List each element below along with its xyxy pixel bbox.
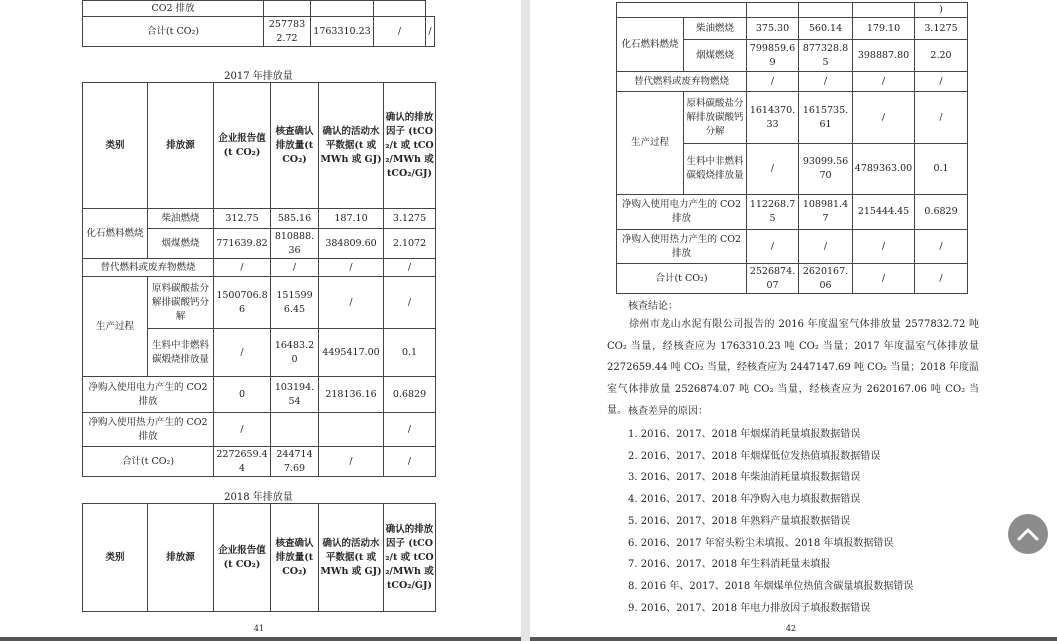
table-cell: / <box>214 413 271 447</box>
table-cell: 384809.60 <box>319 229 384 259</box>
table-cell: / <box>319 447 384 477</box>
table-cell: / <box>853 72 915 92</box>
list-item: 5. 2016、2017、2018 年熟料产量填报数据错误 <box>628 515 851 527</box>
page-number: 42 <box>785 624 797 633</box>
table-cell <box>853 3 915 18</box>
header-cell: 企业报告值(t CO₂) <box>214 83 271 209</box>
table-cell: 3.1275 <box>384 209 436 229</box>
page-bottom-edge <box>0 637 521 641</box>
header-cell: 企业报告值(t CO₂) <box>214 504 271 612</box>
table-cell: 103194.54 <box>271 377 319 413</box>
table-cell: / <box>915 92 968 144</box>
reasons-list <box>628 424 913 619</box>
table-cell: / <box>915 72 968 92</box>
table-cell: 0.6829 <box>384 377 436 413</box>
table-cell: / <box>853 92 915 144</box>
table-2016-tail <box>82 0 435 47</box>
list-item: 1. 2016、2017、2018 年烟煤消耗量填报数据错误 <box>628 429 861 440</box>
table-cell: 93099.5670 <box>799 144 853 195</box>
table-2018 <box>616 2 968 294</box>
table-cell: 生产过程 <box>83 277 148 377</box>
table-cell: / <box>426 17 435 47</box>
table-cell: 生料中非燃料碳煅烧排放量 <box>684 144 747 195</box>
table-cell: 1614370.33 <box>747 92 799 144</box>
table-cell: 2272659.44 <box>214 447 271 477</box>
table-cell: 215444.45 <box>853 195 915 230</box>
table-cell: 1763310.23 <box>311 17 374 47</box>
list-item: 7. 2016、2017、2018 年生料消耗量未填报 <box>628 559 831 571</box>
table-cell: 108981.47 <box>799 195 853 230</box>
table-cell <box>264 1 311 17</box>
table-cell <box>799 3 853 18</box>
table-cell: 原料碳酸盐分解排碳酸钙分解 <box>148 277 214 329</box>
conclusion-title: 核查结论： <box>628 301 678 312</box>
header-cell: 排放源 <box>148 504 214 612</box>
table-cell: 218136.16 <box>319 377 384 413</box>
table-row <box>83 259 436 277</box>
table-cell: 柴油燃烧 <box>684 18 747 40</box>
table-cell: 替代燃料或废弃物燃烧 <box>617 72 747 92</box>
table-cell: 0 <box>214 377 271 413</box>
table-cell: 112268.75 <box>747 195 799 230</box>
table-cell: 3.1275 <box>915 18 968 40</box>
table-cell: ) <box>915 3 968 18</box>
table-header-row <box>83 83 436 209</box>
table-cell: 2.1072 <box>384 229 436 259</box>
table-row <box>617 3 968 18</box>
table-row <box>83 413 436 447</box>
table-cell: 2577832.72 <box>264 17 311 47</box>
list-item: 2. 2016、2017、2018 年烟煤低位发热值填报数据错误 <box>628 450 881 462</box>
table-cell: 179.10 <box>853 18 915 40</box>
table-row <box>83 1 435 17</box>
table-cell: / <box>271 259 319 277</box>
table-cell: / <box>214 259 271 277</box>
chevron-up-icon <box>1017 527 1039 541</box>
table-cell: 2447147.69 <box>271 447 319 477</box>
header-cell: 核查确认排放量(t CO₂) <box>271 83 319 209</box>
table-row <box>617 92 968 144</box>
table-cell: 合计(t CO₂) <box>83 447 214 477</box>
page-number: 41 <box>253 624 265 633</box>
reasons-title: 核查差异的原因： <box>628 406 708 417</box>
table-cell: 替代燃料或废弃物燃烧 <box>83 259 214 277</box>
table-cell <box>319 413 384 447</box>
table-cell: 16483.20 <box>271 329 319 377</box>
table-cell: 2620167.06 <box>799 264 853 294</box>
table-cell: 烟煤燃烧 <box>148 229 214 259</box>
table-2017 <box>82 82 436 477</box>
table-cell: 1515996.45 <box>271 277 319 329</box>
table-cell: 0.1 <box>384 329 436 377</box>
table-cell: 375.30 <box>747 18 799 40</box>
table-row <box>617 72 968 92</box>
table-cell: 187.10 <box>319 209 384 229</box>
table-cell: / <box>384 447 436 477</box>
table-row <box>617 18 968 40</box>
list-item: 6. 2016、2017 年窑头粉尘未填报、2018 年填报数据错误 <box>628 537 894 549</box>
table-row <box>83 377 436 413</box>
table-row <box>83 447 436 477</box>
header-cell: 确认的活动水平数据(t 或 MWh 或 GJ) <box>319 504 384 612</box>
table-cell: 净购入使用电力产生的 CO2 排放 <box>617 195 747 230</box>
table-cell: 398887.80 <box>853 40 915 72</box>
table-cell: / <box>374 17 426 47</box>
scroll-to-top-button[interactable] <box>1008 514 1048 554</box>
table-cell: / <box>915 230 968 264</box>
table-cell <box>747 3 799 18</box>
header-cell: 核查确认排放量(t CO₂) <box>271 504 319 612</box>
table-cell: 560.14 <box>799 18 853 40</box>
header-cell: 排放源 <box>148 83 214 209</box>
conclusion-paragraph: 徐州市龙山水泥有限公司报告的 2016 年度温室气体排放量 2577832.72 吨 CO₂ 当量，经核查应为 1763310.23 吨 CO₂ 当量；2017 年度温室气体排放量 2272659.44 吨 CO₂ 当量，经核查应为 2447147.69 吨 CO₂ 当量；2018 年度温室气体排放量 2526874.07 吨 CO₂ 当量，经核查应为 2620167.06 吨 CO₂ 当量。 <box>607 319 979 416</box>
table-cell: CO2 排放 <box>83 1 264 17</box>
header-cell: 确认的排放因子 (tCO₂/t 或 tCO₂/MWh 或 tCO₂/GJ) <box>384 83 436 209</box>
table-cell: 799859.69 <box>747 40 799 72</box>
table-cell: 1615735.61 <box>799 92 853 144</box>
table-cell: / <box>384 277 436 329</box>
table-cell: 0.6829 <box>915 195 968 230</box>
caption-2017: 2017 年排放量 <box>224 71 293 82</box>
table-cell: 2526874.07 <box>747 264 799 294</box>
list-item: 9. 2016、2017、2018 年电力排放因子填报数据错误 <box>628 602 871 614</box>
header-cell: 确认的排放因子 (tCO₂/t 或 tCO₂/MWh 或 tCO₂/GJ) <box>384 504 436 612</box>
table-cell: 4495417.00 <box>319 329 384 377</box>
table-cell: / <box>214 329 271 377</box>
table-cell: 2.20 <box>915 40 968 72</box>
table-row <box>617 195 968 230</box>
table-row <box>83 17 435 47</box>
table-cell: / <box>853 230 915 264</box>
table-row <box>83 277 436 329</box>
table-cell: 净购入使用电力产生的 CO2 排放 <box>83 377 214 413</box>
table-cell: / <box>747 144 799 195</box>
header-cell: 类别 <box>83 504 148 612</box>
table-cell: / <box>319 277 384 329</box>
table-cell: / <box>384 413 436 447</box>
table-cell: / <box>799 72 853 92</box>
table-row <box>617 230 968 264</box>
table-cell: 1500706.86 <box>214 277 271 329</box>
table-cell: / <box>384 259 436 277</box>
table-cell <box>374 1 426 17</box>
table-cell: 原料碳酸盐分解排放碳酸钙分解 <box>684 92 747 144</box>
table-cell: 合计(t CO₂) <box>617 264 747 294</box>
table-2018-header <box>82 503 436 612</box>
table-cell: 柴油燃烧 <box>148 209 214 229</box>
table-row <box>617 264 968 294</box>
table-cell <box>617 3 747 18</box>
table-cell: 净购入使用热力产生的 CO2 排放 <box>83 413 214 447</box>
list-item: 4. 2016、2017、2018 年净购入电力填报数据错误 <box>628 494 861 506</box>
list-item: 8. 2016 年、2017、2018 年烟煤单位热值含碳量填报数据错误 <box>628 580 914 592</box>
table-cell: / <box>747 230 799 264</box>
list-item: 3. 2016、2017、2018 年柴油消耗量填报数据错误 <box>628 472 861 484</box>
table-cell: 0.1 <box>915 144 968 195</box>
table-cell: / <box>747 72 799 92</box>
caption-2018: 2018 年排放量 <box>224 492 293 503</box>
table-cell: 585.16 <box>271 209 319 229</box>
table-cell: 312.75 <box>214 209 271 229</box>
table-cell: 化石燃料燃烧 <box>83 209 148 259</box>
table-cell: 810888.36 <box>271 229 319 259</box>
table-cell: 771639.82 <box>214 229 271 259</box>
table-cell: / <box>915 264 968 294</box>
table-cell: 4789363.00 <box>853 144 915 195</box>
table-cell <box>271 413 319 447</box>
table-cell: 生产过程 <box>617 92 684 195</box>
header-cell: 确认的活动水平数据(t 或 MWh 或 GJ) <box>319 83 384 209</box>
table-cell: 净购入使用热力产生的 CO2 排放 <box>617 230 747 264</box>
table-cell: / <box>319 259 384 277</box>
page-bottom-edge <box>530 637 1057 641</box>
table-cell <box>311 1 374 17</box>
table-cell: 合计(t CO₂) <box>83 17 264 47</box>
table-cell: 生料中非燃料碳煅烧排放量 <box>148 329 214 377</box>
table-header-row <box>83 504 436 612</box>
header-cell: 类别 <box>83 83 148 209</box>
table-cell: / <box>799 230 853 264</box>
table-cell: 877328.85 <box>799 40 853 72</box>
table-cell: 烟煤燃烧 <box>684 40 747 72</box>
table-cell: 化石燃料燃烧 <box>617 18 684 72</box>
table-row <box>83 209 436 229</box>
table-cell: / <box>853 264 915 294</box>
page-gutter <box>521 0 530 641</box>
page-41 <box>0 0 521 641</box>
